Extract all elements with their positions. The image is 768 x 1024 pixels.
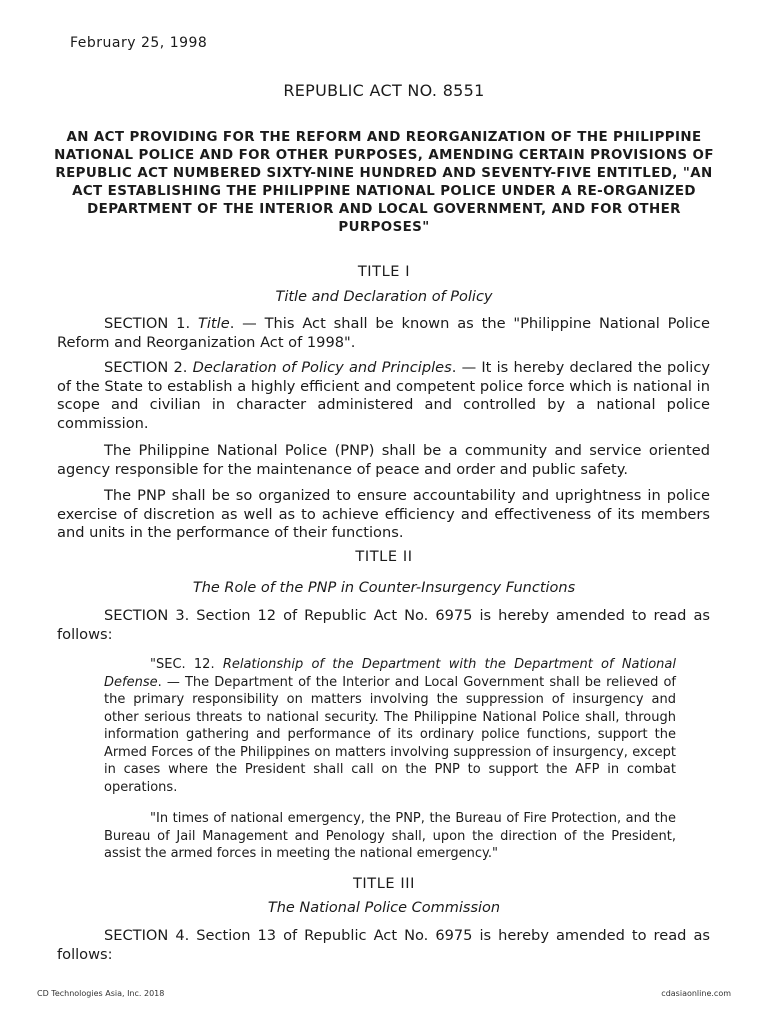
title-1-subtitle: Title and Declaration of Policy — [275, 289, 493, 305]
paragraph-organization-text: The PNP shall be so organized to ensure accountability and uprightness in police exercise of discretion as well as to achieve efficiency and effectiveness of its members and units in the performance of their functions. — [57, 487, 710, 541]
quoted-national-emergency-text: "In times of national emergency, the PNP, the Bureau of Fire Protection, and the Bureau of Jail Management and Penology shall, upon the direction of the President, assist the armed forces in meeting the national emergency." — [104, 811, 676, 861]
document-date: February 25, 1998 — [70, 35, 208, 51]
title-3-subtitle: The National Police Commission — [267, 900, 501, 916]
section-3 — [57, 607, 710, 644]
title-3-heading: TITLE III — [352, 876, 416, 892]
section-4 — [57, 927, 710, 964]
title-2-heading: TITLE II — [355, 549, 413, 565]
paragraph-organization — [57, 487, 710, 543]
quoted-sec-12 — [104, 656, 676, 796]
section-4-text: SECTION 4. Section 13 of Republic Act No. 6975 is hereby amended to read as follows: — [57, 927, 710, 963]
quoted-sec-12-text: . — The Department of the Interior and Local Government shall be relieved of the primary responsibility on matters involving the suppression of insurgency and other serious threats to national security. The Philippine National Police shall, through information gathering and performance of its ordinary police functions, support the Armed Forces of the Philippines on matters involving suppression of insurgency, except in cases where the President shall call on the PNP to support the AFP in combat operations. — [104, 674, 676, 795]
footer-publisher: CD Technologies Asia, Inc. 2018 — [37, 989, 165, 998]
section-1-prefix: SECTION 1. — [104, 315, 198, 332]
section-1-caption: Title — [197, 315, 230, 332]
section-2-text: . — It is hereby declared the policy of the State to establish a highly efficient and competent police force which is national in scope and civilian in character administered and controlled by a national police commission. — [57, 359, 710, 432]
quoted-sec-12-caption: Relationship of the Department with the Department of National Defense — [104, 657, 676, 690]
title-2-subtitle: The Role of the PNP in Counter-Insurgency Functions — [192, 580, 576, 596]
paragraph-pnp — [57, 442, 710, 479]
footer-website: cdasiaonline.com — [661, 989, 731, 998]
section-1-text: . — This Act shall be known as the "Philippine National Police Reform and Reorganization Act of 1998". — [57, 315, 711, 351]
section-1 — [57, 315, 710, 352]
act-number: REPUBLIC ACT NO. 8551 — [283, 81, 485, 100]
title-1-heading: TITLE I — [357, 264, 411, 280]
quoted-sec-12-prefix: "SEC. 12. — [150, 657, 223, 672]
section-2-prefix: SECTION 2. — [104, 359, 193, 376]
paragraph-pnp-text: The Philippine National Police (PNP) shall be a community and service oriented agency responsible for the maintenance of peace and order and public safety. — [57, 442, 710, 478]
section-2 — [57, 359, 710, 433]
section-2-caption: Declaration of Policy and Principles — [192, 359, 452, 376]
act-title: AN ACT PROVIDING FOR THE REFORM AND REORGANIZATION OF THE PHILIPPINE NATIONAL POLICE AND FOR OTHER PURPOSES, AMENDING CERTAIN PROVISIONS OF REPUBLIC ACT NUMBERED SIXTY-NINE HUNDRED AND SEVENTY-FIVE ENTITLED, "AN ACT ESTABLISHING THE PHILIPPINE NATIONAL POLICE UNDER A RE-ORGANIZED DEPARTMENT OF THE INTERIOR AND LOCAL GOVERNMENT, AND FOR OTHER PURPOSES" — [54, 130, 714, 235]
section-3-text: SECTION 3. Section 12 of Republic Act No. 6975 is hereby amended to read as follows: — [57, 607, 710, 643]
quoted-national-emergency — [104, 810, 676, 863]
